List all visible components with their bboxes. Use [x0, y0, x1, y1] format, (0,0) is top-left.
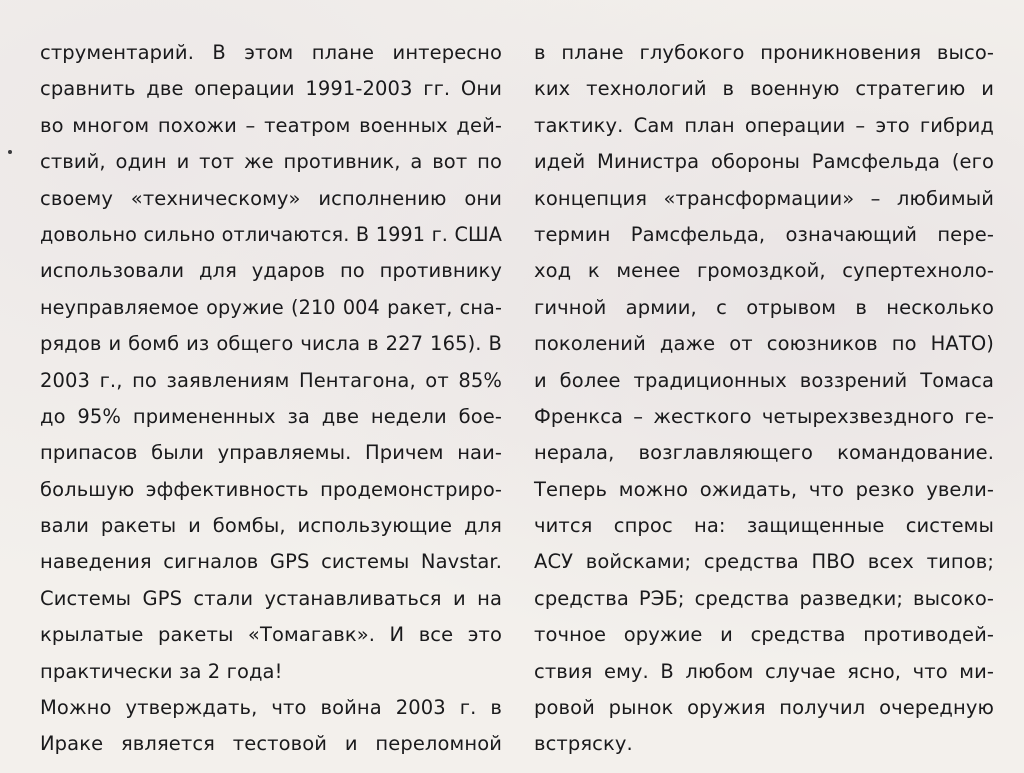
- text-line: концепция «трансформации» – любимый: [534, 186, 994, 210]
- text-line: ход к менее громоздкой, супертехноло-: [534, 259, 994, 283]
- text-line: 2003 г., по заявлениям Пентагона, от 85%: [40, 368, 502, 392]
- speck-mark: [8, 150, 12, 154]
- text-line: наведения сигналов GPS системы Navstar.: [40, 550, 502, 574]
- text-line: Теперь можно ожидать, что резко увели-: [534, 477, 994, 501]
- text-line: Можно утверждать, что война 2003 г. в: [40, 696, 502, 720]
- text-line: припасов были управляемы. Причем наи-: [40, 441, 502, 465]
- text-line: рядов и бомб из общего числа в 227 165). В: [40, 332, 502, 356]
- text-line: своему «техническому» исполнению они: [40, 186, 502, 210]
- text-line: неуправляемое оружие (210 004 ракет, сна-: [40, 295, 502, 319]
- right-text-column: [534, 35, 994, 763]
- text-line: во многом похожи – театром военных дей-: [40, 113, 502, 137]
- text-line: ствий, один и тот же противник, а вот по: [40, 150, 502, 174]
- text-line: вали ракеты и бомбы, использующие для: [40, 514, 502, 538]
- text-line: встряску.: [534, 732, 633, 756]
- text-line: струментарий. В этом плане интересно: [40, 41, 502, 64]
- text-line: идей Министра обороны Рамсфельда (его: [534, 150, 994, 174]
- text-line: гичной армии, с отрывом в несколько: [534, 295, 994, 319]
- text-line: большую эффективность продемонстриро-: [40, 477, 502, 501]
- text-line: в плане глубокого проникновения высо-: [534, 41, 994, 64]
- text-line: сравнить две операции 1991-2003 гг. Они: [40, 77, 502, 101]
- text-line: и более традиционных воззрений Томаса: [534, 368, 994, 392]
- text-line: тактику. Сам план операции – это гибрид: [534, 113, 994, 137]
- text-line: до 95% примененных за две недели бое-: [40, 404, 502, 428]
- text-line: точное оружие и средства противодей-: [534, 623, 994, 647]
- text-line: поколений даже от союзников по НАТО): [534, 332, 994, 356]
- text-line: использовали для ударов по противнику: [40, 259, 502, 283]
- text-line: средства РЭБ; средства разведки; высоко-: [534, 586, 994, 610]
- text-line: Ираке является тестовой и переломной: [40, 732, 502, 756]
- text-line: Системы GPS стали устанавливаться и на: [40, 586, 502, 610]
- text-line: довольно сильно отличаются. В 1991 г. США: [40, 222, 502, 246]
- text-line: чится спрос на: защищенные системы: [534, 514, 994, 538]
- text-line: ровой рынок оружия получил очередную: [534, 696, 994, 720]
- text-line: ких технологий в военную стратегию и: [534, 77, 994, 101]
- left-text-column: [40, 35, 502, 763]
- text-line: практически за 2 года!: [40, 659, 283, 683]
- text-line: АСУ войсками; средства ПВО всех типов;: [534, 550, 994, 574]
- text-line: крылатые ракеты «Томагавк». И все это: [40, 623, 502, 647]
- text-line: Френкса – жесткого четырехзвездного ге-: [534, 404, 994, 428]
- text-line: нерала, возглавляющего командование.: [534, 441, 994, 465]
- text-line: ствия ему. В любом случае ясно, что ми-: [534, 659, 994, 683]
- text-line: термин Рамсфельда, означающий пере-: [534, 222, 994, 246]
